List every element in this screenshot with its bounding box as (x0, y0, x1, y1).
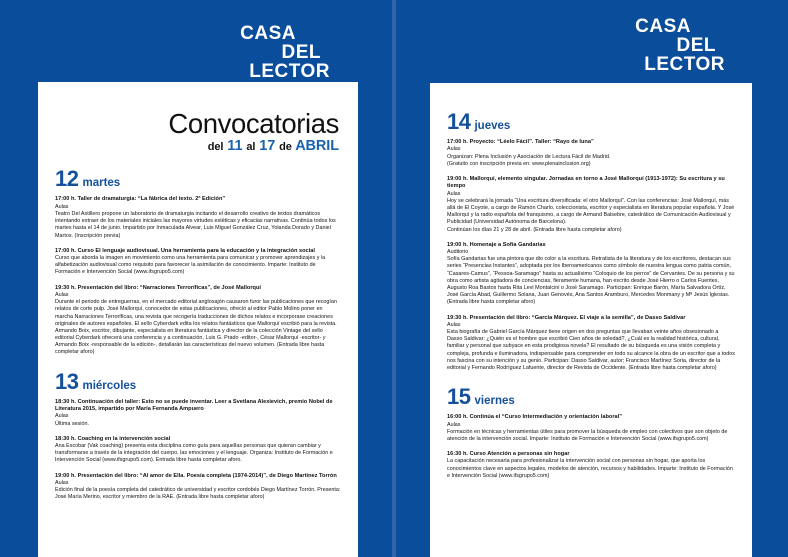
event-description: Teatro Del Astillero propone un laboratorio de dramaturgia incitando el desarrollo creativo de textos dramáticos intentando extraer de los materiales iniciales las mayores virtudes estéticas y eficacias narrativas. Continúa todos los martes hasta el 14 de junio. Impartido por Inmaculada Alvear, Luis Miguel González Cruz, Yolanda Dorado y Daniel Martos. (Inscripción previa) (55, 210, 336, 239)
event-venue: Aulas (55, 413, 69, 420)
subtitle-de: de (279, 140, 292, 153)
event-description: Última sesión. (55, 420, 89, 427)
event-venue: Aulas (55, 203, 69, 210)
date-range-subtitle (55, 139, 339, 155)
day-number: 13 (55, 368, 79, 394)
event-entry (447, 176, 735, 234)
event-entry (447, 315, 735, 373)
event-entry (447, 139, 735, 168)
event-description: Curso que aborda la imagen en movimiento como una herramienta para comunicar y promover aprendizajes y la alfabetización audiovisual como requisito para favorecer la asimilación de conocimiento. Imparte: Instituto de Formación e Intervención Social (www.ifsgrupo5.com) (55, 255, 326, 276)
event-venue: Aulas (447, 321, 461, 328)
event-description: Continúan los días 21 y 28 de abril. (Entrada libre hasta completar aforo) (447, 226, 622, 233)
event-description: La capacitación necesaria para profesionalizar la intervención social con personas sin hogar, que aporta los conocimientos clave en aspectos legales, modelos de atención, recursos y habilidades. Imparte: Instituto de Formación e Intervención Social (www.ifsgrupo5.com) (447, 458, 733, 479)
subtitle-del: del (207, 140, 224, 153)
event-entry (447, 414, 735, 443)
day-weekday: martes (82, 177, 121, 190)
logo-line-casa: CASA (240, 23, 296, 44)
event-description: Sofía Gandarias fue una pintora que dio color a la escritura. Retratista de la literatura y de los escritores, destacan sus series “Presencias Instantes”, adoptada por los Iberoamericanos como símbolo de nuestra lengua como patria común, “Casares-Camus”, “Pessoa-Saramago” hasta su actualísimo “Coloquio de los perros” de Cervantes. De su persona y su obra como artista agitadora de conciencias, fieramente humana, han escrito desde José Hierro o Carlos Fuentes, Augusto Roa Bastos hasta Rita Levi Montalcini o José Saramago. Participan: Enrique Barón, María Salvadora Ortíz, José García Abad, Guillermo Solana, Juan Genovés, Ana Santos Aramburo, Mercedes Monmany y Mª Jesús Iglesias. (Entrada libre hasta completar aforo) (447, 256, 735, 306)
event-entry (55, 436, 341, 465)
logo-line-casa: CASA (635, 16, 691, 37)
day-weekday: miércoles (82, 379, 137, 392)
page-fold-divider (392, 0, 396, 557)
logo-line-del: DEL (281, 42, 321, 63)
event-description: Hoy se celebrará la jornada “Una escritura diversificada: el otro Mallorquí”. Con las conferencias: José Mallorquí, más allá de El Coyote, a cargo de Ramón Charlo, coleccionista, escritor y especialista en literatura popular española. Y José Mallorquí y la radio española del franquismo, a cargo de Armand Balsebre, catedrático de Comunicación Audiovisual y Publicidad (Universidad Autónoma de Barcelona). (447, 197, 735, 226)
day-heading-15 (447, 386, 735, 408)
day-number: 12 (55, 166, 79, 192)
right-days-container (447, 111, 735, 480)
day-number: 15 (447, 384, 471, 410)
event-title: 18:30 h. Continuación del taller: Esto no se puede inventar. Leer a Svetlana Alexievich, premio Nobel de Literatura 2015, impartido por María Fernanda Ampuero (55, 398, 333, 412)
event-entry (447, 242, 735, 307)
event-description: Esta biografía de Gabriel García Márquez tiene origen en dos preguntas que llevaban veinte años obsesionado a Dasso Saldivar: ¿Quién es el hombre que escribió Cien años de soledad?, ¿Cuál es la realidad histórica, cultural, familiar y personal que subyace en esta prodigiosa novela? El resultado de su búsqueda es una visión completa y compleja, profunda e iluminadora, indispensable para comprender en todo su alcance la obra de un escritor que a todos nos fascina con su intención y su genio. Participan: Dasso Saldivar, autor; Francisco Martínez Soria, director de la editorial y Fernando Rodríguez Lafuente, director de Revista de Occidente. (Entrada libre hasta completar aforo) (447, 329, 735, 371)
headline-block (55, 82, 341, 154)
day-heading-14 (447, 111, 735, 133)
day-heading-12 (55, 168, 341, 190)
event-title: 18:30 h. Coaching en la intervención social (55, 435, 171, 442)
logo-line-lector: LECTOR (249, 61, 330, 82)
subtitle-al: al (246, 140, 256, 153)
day-weekday: viernes (474, 395, 515, 408)
event-entry (55, 399, 341, 428)
page-left (38, 82, 358, 557)
event-description: Durante el periodo de entreguerras, en el mercado editorial anglosajón causaron furor las publicaciones que recogían relatos de corte pulp. José Mallorquí, conocedor de estas publicaciones, ofreció al editor Pablo Molino poner en marcha Narraciones Terroríficas, una revista que recogería traducciones de dichos relatos e incorporase creaciones originales de autores españoles. El sello Cyberdark edita los relatos fantásticos que Mallorquí escribió para la revista. Armando Boix, escritor, dibujante, especialista en literatura fantástica y director de la colección Vintage del sello editorial Cyberdark ofrecerá una conferencia y a continuación, Luis G. Prado -editor-, César Mallorquí -escritor- y Armando Boix -responsable de la edición-, detallarán las características del nuevo volumen. (Entrada libre hasta completar aforo) (55, 299, 337, 356)
event-title: 16:30 h. Curso Atención a personas sin hogar (447, 451, 570, 457)
event-title: 19:00 h. Mallorquí, elemento singular. Jornadas en torno a José Mallorquí (1913-1972): Su escritura y su tiempo (447, 175, 725, 190)
event-venue: Aulas (447, 190, 461, 197)
logo-casa-del-lector-right (545, 17, 725, 74)
event-title: 19:00 h. Homenaje a Sofía Gandarias (447, 241, 546, 248)
subtitle-from-day: 11 (227, 137, 243, 154)
event-description: Ana Escobar (Vak coaching) presenta esta disciplina como guía para aquellas personas que quieran cambiar y transformarse a través de la integración del cuerpo, las emociones y el lenguaje. Organiza: Instituto de Formación e Intervención Social (www.ifsgrupo5.com). Entrada libre hasta completar aforo. (55, 443, 333, 464)
event-entry (55, 196, 341, 239)
logo-line-del: DEL (676, 35, 716, 56)
event-description: (Gratuito con inscripción previa en: www.plenainclusion.org) (447, 160, 591, 167)
day-number: 14 (447, 109, 471, 134)
logo-casa-del-lector-left (150, 24, 330, 81)
event-entry (55, 285, 341, 357)
event-title: 17:00 h. Taller de dramaturgia: “La fábrica del texto. 2ª Edición” (55, 196, 226, 203)
subtitle-to-day: 17 (259, 137, 276, 154)
event-entry (447, 451, 735, 480)
subtitle-month: ABRIL (295, 137, 339, 154)
event-venue: Auditorio (447, 249, 469, 256)
event-venue: Aulas (55, 292, 69, 298)
day-heading-13 (55, 368, 341, 394)
left-days-container (55, 168, 341, 501)
event-title: 16:00 h. Continúa el “Curso Intermediación y orientación laboral” (447, 414, 623, 421)
event-title: 17:00 h. Curso El lenguaje audiovisual. Una herramienta para la educación y la integración social (55, 247, 315, 254)
event-title: 19:00 h. Presentación del libro: “Al amor de Ella. Poesía completa (1974-2014)”, de Diego Martínez Torrón (55, 472, 337, 479)
logo-line-lector: LECTOR (644, 54, 725, 75)
event-description: Formación en técnicas y herramientas útiles para promover la búsqueda de empleo con colectivos que son objeto de atención de la intervención social. Imparte: Instituto de Formación e Intervención Social (www.ifsgrupo5.com) (447, 428, 728, 442)
event-description: Edición final de la poesía completa del catedrático de universidad y escritor cordobés Diego Martínez Torrón. Presenta: José María Merino, escritor y miembro de la RAE. (Entrada libre hasta completar aforo) (55, 487, 341, 501)
event-title: 19:30 h. Presentación del libro: “Narraciones Terroríficas”, de José Mallorquí (55, 284, 262, 291)
event-title: 17:00 h. Proyecto: “Léelo Fácil”. Taller: “Rayo de luna” (447, 139, 594, 145)
page-title: Convocatorias (168, 108, 339, 139)
page-right (430, 83, 752, 557)
event-venue: Aulas (55, 480, 69, 486)
event-description: Organizan: Plena Inclusión y Asociación de Lectura Fácil de Madrid. (447, 153, 611, 160)
event-title: 19:30 h. Presentación del libro: “García Márquez. El viaje a la semilla”, de Dasso Saldivar (447, 314, 686, 321)
event-entry (55, 473, 341, 502)
event-venue: Aulas (447, 146, 461, 153)
event-venue: Aulas (447, 421, 461, 428)
event-entry (55, 248, 341, 277)
day-weekday: jueves (474, 120, 511, 132)
